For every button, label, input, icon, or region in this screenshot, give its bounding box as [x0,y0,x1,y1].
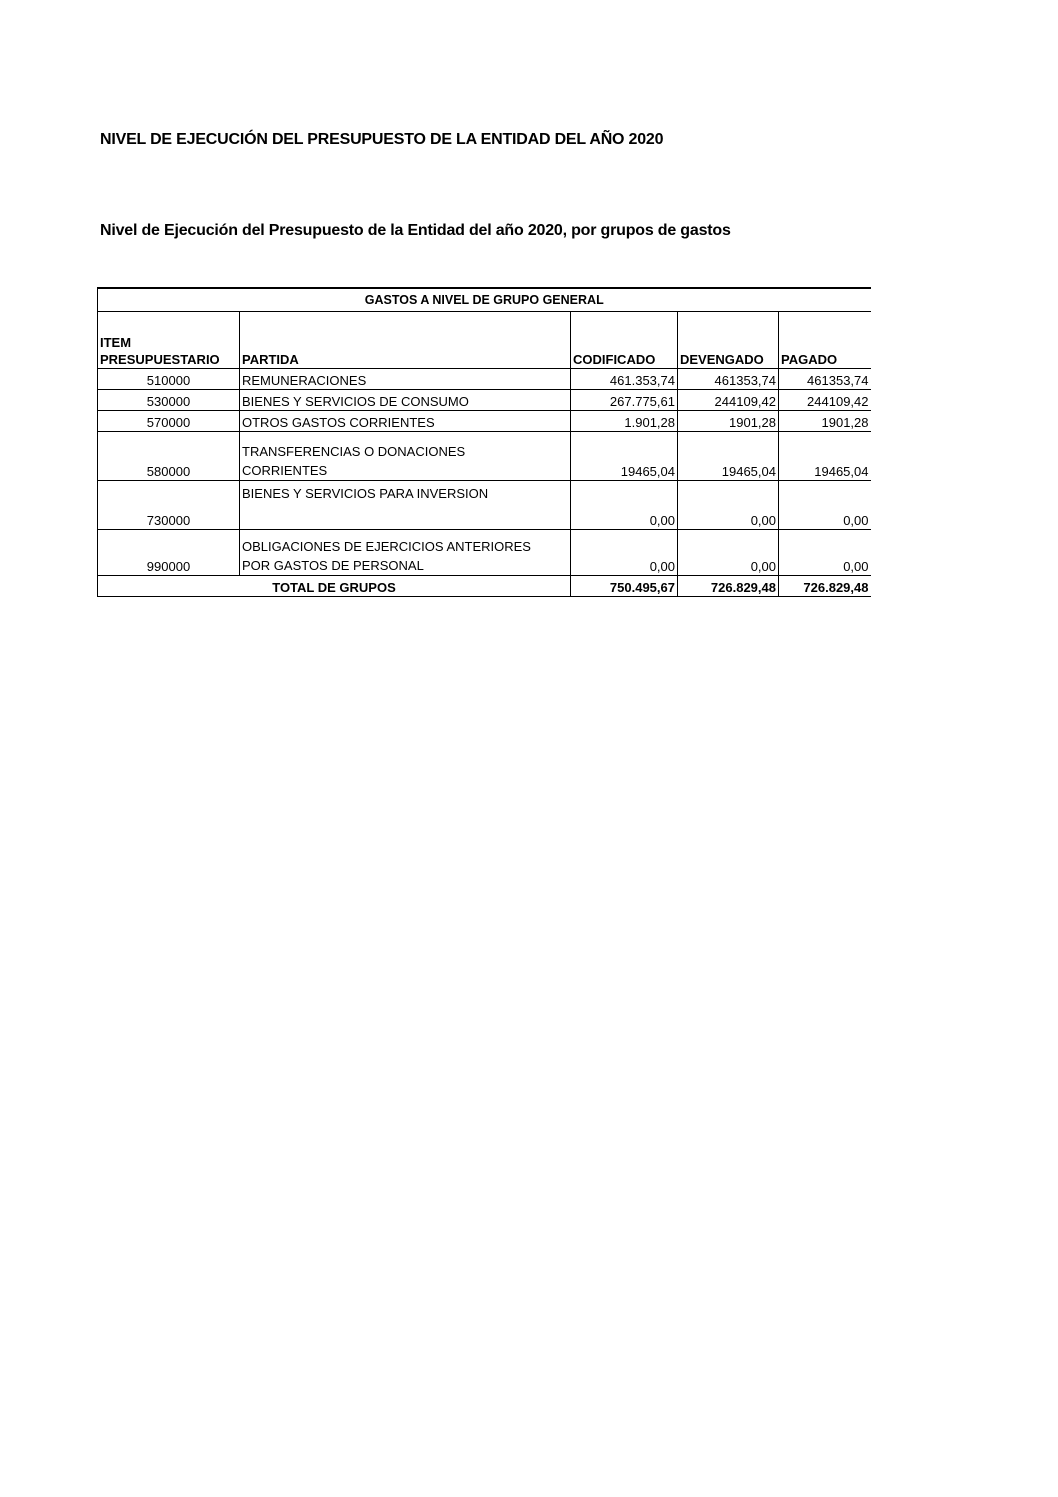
table-row [98,411,871,432]
total-pagado: 726.829,48 [779,576,871,597]
partida-name [240,530,571,576]
codificado-value: 19465,04 [571,432,678,481]
partida-line1: OBLIGACIONES DE EJERCICIOS ANTERIORES [242,539,531,554]
document-subtitle: Nivel de Ejecución del Presupuesto de la Entidad del año 2020, por grupos de gastos [100,222,731,239]
header-item-line1: ITEM [100,335,132,350]
item-code: 570000 [98,411,240,432]
table-row [98,369,871,390]
table-caption: GASTOS A NIVEL DE GRUPO GENERAL [98,288,871,312]
item-code: 530000 [98,390,240,411]
codificado-value: 267.775,61 [571,390,678,411]
codificado-value: 0,00 [571,481,678,530]
pagado-value: 0,00 [779,530,871,576]
total-codificado: 750.495,67 [571,576,678,597]
item-code: 510000 [98,369,240,390]
header-item-line2: PRESUPUESTARIO [100,352,220,367]
pagado-value: 244109,42 [779,390,871,411]
devengado-value: 461353,74 [678,369,779,390]
devengado-value: 19465,04 [678,432,779,481]
partida-name: REMUNERACIONES [240,369,571,390]
devengado-value: 0,00 [678,481,779,530]
partida-name: OTROS GASTOS CORRIENTES [240,411,571,432]
devengado-value: 0,00 [678,530,779,576]
partida-name: BIENES Y SERVICIOS PARA INVERSION [240,481,571,530]
budget-table [97,287,871,597]
codificado-value: 461.353,74 [571,369,678,390]
partida-line2: POR GASTOS DE PERSONAL [242,558,424,573]
header-partida: PARTIDA [240,312,571,369]
item-code: 990000 [98,530,240,576]
total-devengado: 726.829,48 [678,576,779,597]
header-pagado: PAGADO [779,312,871,369]
devengado-value: 1901,28 [678,411,779,432]
total-row [98,576,871,597]
header-item [98,312,240,369]
item-code: 580000 [98,432,240,481]
pagado-value: 1901,28 [779,411,871,432]
table-row [98,390,871,411]
pagado-value: 0,00 [779,481,871,530]
devengado-value: 244109,42 [678,390,779,411]
codificado-value: 0,00 [571,530,678,576]
partida-line2: CORRIENTES [242,463,328,478]
header-devengado: DEVENGADO [678,312,779,369]
partida-line1: TRANSFERENCIAS O DONACIONES [242,444,466,459]
partida-name: BIENES Y SERVICIOS DE CONSUMO [240,390,571,411]
header-codificado: CODIFICADO [571,312,678,369]
table-row [98,530,871,576]
pagado-value: 461353,74 [779,369,871,390]
total-label: TOTAL DE GRUPOS [98,576,571,597]
codificado-value: 1.901,28 [571,411,678,432]
partida-name [240,432,571,481]
item-code: 730000 [98,481,240,530]
pagado-value: 19465,04 [779,432,871,481]
table-header-row [98,312,871,369]
table-row [98,481,871,530]
table-row [98,432,871,481]
document-title: NIVEL DE EJECUCIÓN DEL PRESUPUESTO DE LA ENTIDAD DEL AÑO 2020 [100,131,664,148]
